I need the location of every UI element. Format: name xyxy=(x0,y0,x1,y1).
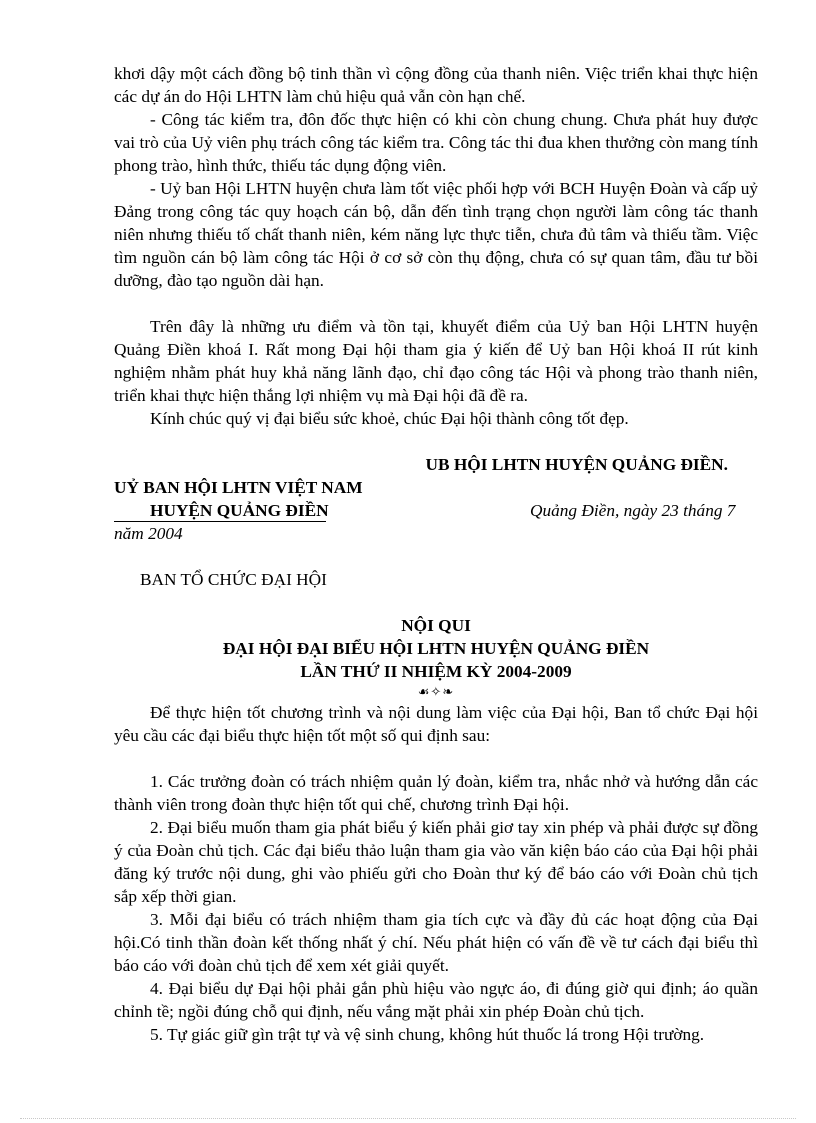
organization-district: HUYỆN QUẢNG ĐIỀN xyxy=(150,501,329,520)
report-paragraph-1: khơi dậy một cách đồng bộ tinh thần vì cộng đồng của thanh niên. Việc triển khai thực hiện các dự án do Hội LHTN làm chủ hiệu quả vẫn còn hạn chế. xyxy=(114,64,758,106)
ornament-icon: ☙✧❧ xyxy=(417,684,455,699)
report-paragraph-5: Kính chúc quý vị đại biểu sức khoẻ, chúc Đại hội thành công tốt đẹp. xyxy=(150,409,629,428)
rule-item-3: 3. Mỗi đại biểu có trách nhiệm tham gia tích cực và đầy đủ các hoạt động của Đại hội.Có tinh thần đoàn kết thống nhất ý chí. Nếu phát hiện có vấn đề về tư cách đại biểu thì báo cáo với đoàn chủ tịch để xem xét giải quyết. xyxy=(114,910,758,975)
date-line: Quảng Điền, ngày 23 tháng 7 xyxy=(530,501,736,520)
rule-item-5: 5. Tự giác giữ gìn trật tự và vệ sinh chung, không hút thuốc lá trong Hội trường. xyxy=(150,1025,705,1044)
report-paragraph-3: - Uỷ ban Hội LHTN huyện chưa làm tốt việc phối hợp với BCH Huyện Đoàn và cấp uỷ Đảng trong công tác quy hoạch cán bộ, dẫn đến tình trạng chọn người làm công tác thanh niên nhưng thiếu tố chất thanh niên, kém năng lực thực tiễn, chưa đủ tâm và thiếu tầm. Việc tìm nguồn cán bộ làm công tác Hội ở cơ sở còn thụ động, chưa có sự quan tâm, đầu tư bồi dưỡng, đào tạo nguồn dài hạn. xyxy=(114,179,758,290)
report-paragraph-4: Trên đây là những ưu điểm và tồn tại, khuyết điểm của Uỷ ban Hội LHTN huyện Quảng Điền khoá I. Rất mong Đại hội tham gia ý kiến để Uỷ ban Hội khoá II rút kinh nghiệm nhằm phát huy khả năng lãnh đạo, chỉ đạo công tác Hội và phong trào thanh niên, triển khai thực hiện thắng lợi nhiệm vụ mà Đại hội đã đề ra. xyxy=(114,317,758,405)
organization-name: UỶ BAN HỘI LHTN VIỆT NAM xyxy=(114,478,363,497)
rules-title: NỘI QUI xyxy=(401,616,471,635)
spacer xyxy=(114,747,758,770)
rule-item-2: 2. Đại biểu muốn tham gia phát biểu ý kiến phải giơ tay xin phép và phải được sự đồng ý của Đoàn chủ tịch. Các đại biểu thảo luận tham gia vào văn kiện báo cáo của Đại hội phải đăng ký trước nội dung, ghi vào phiếu gửi cho Đoàn thư ký để báo cáo với Đoàn chủ tịch sắp xếp thời gian. xyxy=(114,818,758,906)
rules-term: LẦN THỨ II NHIỆM KỲ 2004-2009 xyxy=(300,662,572,681)
signature-block: UB HỘI LHTN HUYỆN QUẢNG ĐIỀN. xyxy=(425,455,728,474)
spacer xyxy=(114,591,758,614)
date-year: năm 2004 xyxy=(114,524,183,543)
spacer xyxy=(114,292,758,315)
rules-subtitle: ĐẠI HỘI ĐẠI BIỂU HỘI LHTN HUYỆN QUẢNG ĐIỀN xyxy=(222,639,650,658)
rule-item-4: 4. Đại biểu dự Đại hội phải gắn phù hiệu vào ngực áo, đi đúng giờ qui định; áo quần chỉnh tề; ngồi đúng chỗ qui định, nếu vắng mặt phải xin phép Đoàn chủ tịch. xyxy=(114,979,758,1021)
committee-name: BAN TỔ CHỨC ĐẠI HỘI xyxy=(140,570,327,589)
document-body xyxy=(114,62,758,1046)
page-bottom-divider xyxy=(20,1118,796,1119)
header-block xyxy=(114,476,758,522)
rule-item-1: 1. Các trưởng đoàn có trách nhiệm quản lý đoàn, kiểm tra, nhắc nhở và hướng dẫn các thành viên trong đoàn thực hiện tốt qui chế, chương trình Đại hội. xyxy=(114,772,758,814)
header-underline xyxy=(114,521,326,522)
report-paragraph-2: - Công tác kiểm tra, đôn đốc thực hiện có khi còn chung chung. Chưa phát huy được vai trò của Uỷ viên phụ trách công tác kiểm tra. Công tác thi đua khen thưởng còn mang tính phong trào, hình thức, thiếu tác dụng động viên. xyxy=(114,110,758,175)
rules-intro: Để thực hiện tốt chương trình và nội dung làm việc của Đại hội, Ban tổ chức Đại hội yêu cầu các đại biểu thực hiện tốt một số qui định sau: xyxy=(114,703,758,745)
